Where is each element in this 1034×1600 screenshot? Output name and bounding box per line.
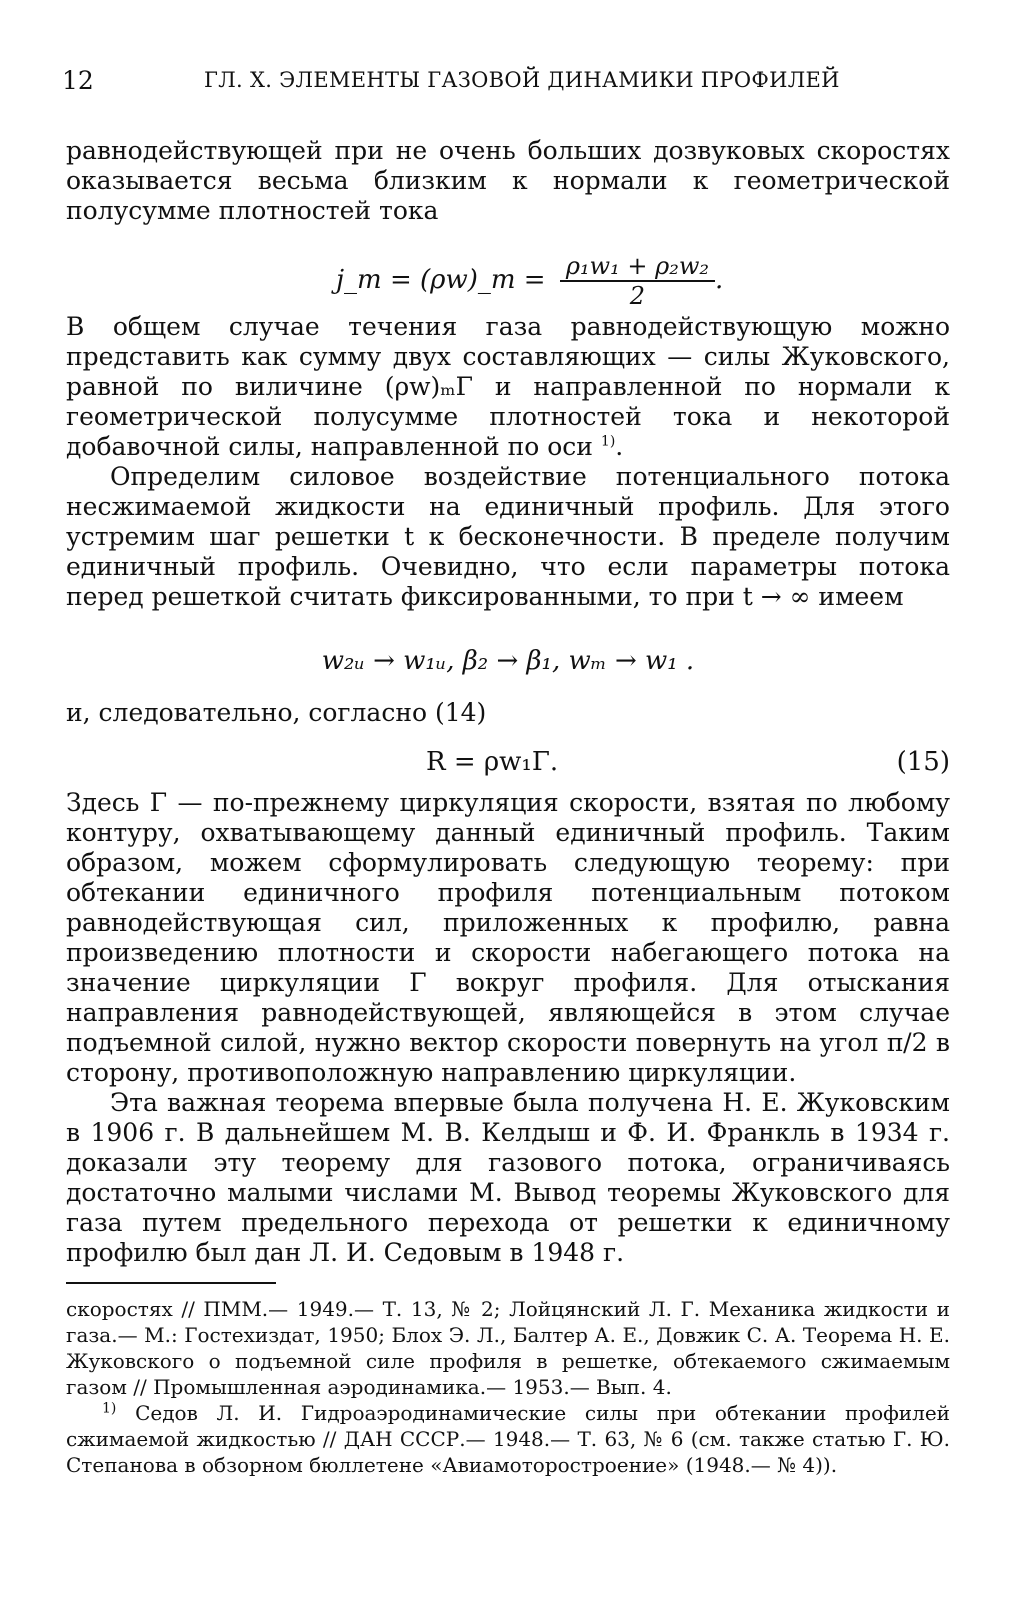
formula-fraction [560, 252, 715, 310]
paragraph-3: Определим силовое воздействие потенциального потока несжимаемой жидкости на единичный профиль. Для этого устремим шаг решетки t к бесконечности. В пределе получим единичный профиль. Очевидно, что если параметры потока перед решеткой считать фиксированными, то при t → ∞ имеем [66, 462, 950, 611]
formula-zhukovsky [66, 736, 950, 788]
footnote-1-text: Седов Л. И. Гидроаэродинамические силы при обтекании профилей сжимаемой жидкостью // ДАН СССР.— 1948.— Т. 63, № 6 (см. также статью Г. Ю. Степанова в обзорном бюллетене «Авиамоторостроение» (1948.— № 4)). [66, 1401, 950, 1477]
footnotes [66, 1296, 950, 1478]
fraction-numerator: ρ₁w₁ + ρ₂w₂ [560, 252, 715, 282]
paragraph-6: Эта важная теорема впервые была получена Н. Е. Жуковским в 1906 г. В дальнейшем М. В. Келдыш и Ф. И. Франкль в 1934 г. доказали эту теорему для газового потока, ограничиваясь достаточно малыми числами M. Вывод теоремы Жуковского для газа путем предельного перехода от решетки к единичному профилю был дан Л. И. Седовым в 1948 г. [66, 1088, 950, 1267]
paragraph-2-end: . [615, 432, 624, 461]
paragraph-4: и, следовательно, согласно (14) [66, 698, 487, 727]
formula-current-density [66, 234, 950, 312]
page-number: 12 [62, 66, 94, 95]
formula-expression: R = ρw₁Γ. [426, 747, 559, 777]
footnote-mark: 1) [600, 433, 616, 450]
paragraph-2-text: В общем случае течения газа равнодействующую можно представить как сумму двух составляющих — силы Жуковского, равной по виличине (ρw)ₘΓ и направленной по нормали к геометрической полусумме плотностей тока и некоторой добавочной силы, направленной по оси [66, 312, 950, 461]
footnote-1-mark: 1) [102, 1400, 117, 1417]
footnote-1 [66, 1400, 950, 1478]
fraction-denominator: 2 [629, 282, 646, 310]
paragraph-2 [66, 312, 950, 462]
footnote-continued: скоростях // ПММ.— 1949.— Т. 13, № 2; Лойцянский Л. Г. Механика жидкости и газа.— М.: Гостехиздат, 1950; Блох Э. Л., Балтер А. Е., Довжик С. А. Теорема Н. Е. Жуковского о подъемной силе профиля в решетке, обтекаемого сжимаемым газом // Промышленная аэродинамика.— 1953.— Вып. 4. [66, 1297, 950, 1399]
formula-limits: w₂ᵤ → w₁ᵤ, β₂ → β₁, wₘ → w₁ . [321, 646, 695, 676]
page-header [62, 66, 962, 106]
main-text [66, 136, 950, 1268]
formula-lhs: j_m = (ρw)_m = [336, 265, 546, 295]
equation-number: (15) [896, 747, 950, 777]
running-title: ГЛ. X. ЭЛЕМЕНТЫ ГАЗОВОЙ ДИНАМИКИ ПРОФИЛЕЙ [204, 68, 840, 92]
formula-end: . [714, 265, 724, 295]
paragraph-1: равнодействующей при не очень больших дозвуковых скоростях оказывается весьма близким к нормали к геометрической полусумме плотностей тока [66, 136, 950, 225]
paragraph-5: Здесь Γ — по-прежнему циркуляция скорости, взятая по любому контуру, охватывающему данный единичный профиль. Таким образом, можем сформулировать следующую теорему: при обтекании единичного профиля потенциальным потоком равнодействующая сил, приложенных к профилю, равна произведению плотности и скорости набегающего потока на значение циркуляции Γ вокруг профиля. Для отыскания направления равнодействующей, являющейся в этом случае подъемной силой, нужно вектор скорости повернуть на угол π/2 в сторону, противоположную направлению циркуляции. [66, 788, 950, 1087]
footnote-separator [66, 1282, 276, 1284]
